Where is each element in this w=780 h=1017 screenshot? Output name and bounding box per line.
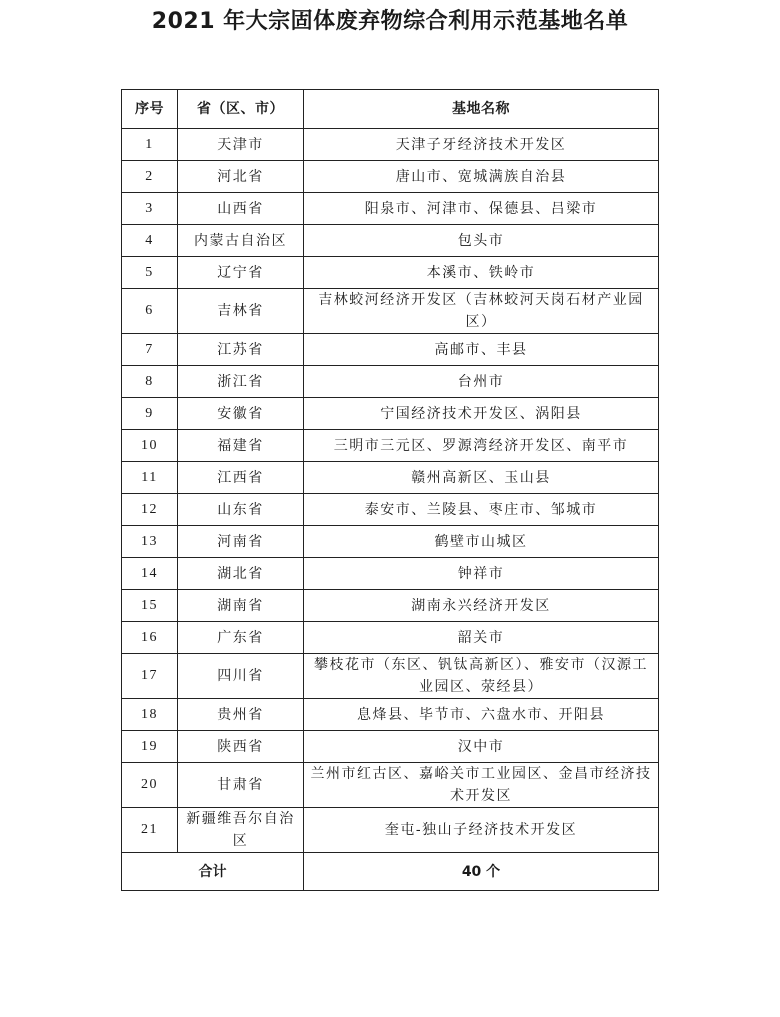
row-base: 唐山市、宽城满族自治县: [304, 161, 659, 193]
table-row: [122, 161, 659, 193]
row-no: 19: [122, 731, 178, 763]
row-no: 3: [122, 193, 178, 225]
row-province: 湖北省: [178, 558, 304, 590]
row-no: 17: [122, 654, 178, 699]
row-no: 6: [122, 289, 178, 334]
row-base: 湖南永兴经济开发区: [304, 590, 659, 622]
row-base: 吉林蛟河经济开发区（吉林蛟河天岗石材产业园区）: [304, 289, 659, 334]
row-province: 江西省: [178, 462, 304, 494]
row-province: 辽宁省: [178, 257, 304, 289]
row-province: 山东省: [178, 494, 304, 526]
row-province: 吉林省: [178, 289, 304, 334]
table-row: [122, 494, 659, 526]
total-value: 40 个: [304, 853, 659, 891]
row-base: 奎屯-独山子经济技术开发区: [304, 808, 659, 853]
table-row: [122, 558, 659, 590]
row-base: 汉中市: [304, 731, 659, 763]
row-province: 内蒙古自治区: [178, 225, 304, 257]
header-no: 序号: [122, 90, 178, 129]
row-no: 5: [122, 257, 178, 289]
table-row: [122, 398, 659, 430]
row-no: 8: [122, 366, 178, 398]
table-row: [122, 366, 659, 398]
row-base: 包头市: [304, 225, 659, 257]
row-no: 14: [122, 558, 178, 590]
row-province: 山西省: [178, 193, 304, 225]
row-base: 本溪市、铁岭市: [304, 257, 659, 289]
table-row: [122, 808, 659, 853]
row-no: 10: [122, 430, 178, 462]
table-row: [122, 462, 659, 494]
row-province: 天津市: [178, 129, 304, 161]
row-base: 台州市: [304, 366, 659, 398]
row-province: 福建省: [178, 430, 304, 462]
table-row: [122, 731, 659, 763]
row-no: 7: [122, 334, 178, 366]
row-no: 1: [122, 129, 178, 161]
row-base: 天津子牙经济技术开发区: [304, 129, 659, 161]
table-row: [122, 225, 659, 257]
table-row: [122, 129, 659, 161]
table-row: [122, 193, 659, 225]
row-base: 鹤壁市山城区: [304, 526, 659, 558]
row-no: 11: [122, 462, 178, 494]
demo-base-table: [121, 89, 659, 891]
table-row: [122, 526, 659, 558]
row-no: 9: [122, 398, 178, 430]
row-base: 韶关市: [304, 622, 659, 654]
row-province: 江苏省: [178, 334, 304, 366]
row-province: 甘肃省: [178, 763, 304, 808]
table-row: [122, 289, 659, 334]
row-base: 阳泉市、河津市、保德县、吕梁市: [304, 193, 659, 225]
row-base: 三明市三元区、罗源湾经济开发区、南平市: [304, 430, 659, 462]
row-province: 河南省: [178, 526, 304, 558]
table-total-row: [122, 853, 659, 891]
page-title: 2021 年大宗固体废弃物综合利用示范基地名单: [151, 9, 629, 34]
row-base: 兰州市红古区、嘉峪关市工业园区、金昌市经济技术开发区: [304, 763, 659, 808]
row-base: 宁国经济技术开发区、涡阳县: [304, 398, 659, 430]
header-base: 基地名称: [304, 90, 659, 129]
row-no: 15: [122, 590, 178, 622]
table-row: [122, 699, 659, 731]
row-province: 新疆维吾尔自治区: [178, 808, 304, 853]
header-province: 省（区、市）: [178, 90, 304, 129]
row-no: 16: [122, 622, 178, 654]
row-base: 钟祥市: [304, 558, 659, 590]
row-no: 13: [122, 526, 178, 558]
row-base: 泰安市、兰陵县、枣庄市、邹城市: [304, 494, 659, 526]
table-row: [122, 430, 659, 462]
table-row: [122, 763, 659, 808]
row-no: 2: [122, 161, 178, 193]
row-no: 18: [122, 699, 178, 731]
row-no: 20: [122, 763, 178, 808]
row-province: 河北省: [178, 161, 304, 193]
table-row: [122, 654, 659, 699]
row-base: 攀枝花市（东区、钒钛高新区）、雅安市（汉源工业园区、荥经县）: [304, 654, 659, 699]
row-province: 湖南省: [178, 590, 304, 622]
row-province: 浙江省: [178, 366, 304, 398]
row-province: 广东省: [178, 622, 304, 654]
table-row: [122, 334, 659, 366]
table-header-row: [122, 90, 659, 129]
row-no: 12: [122, 494, 178, 526]
table-row: [122, 257, 659, 289]
total-label: 合计: [122, 853, 304, 891]
row-no: 21: [122, 808, 178, 853]
row-province: 安徽省: [178, 398, 304, 430]
row-province: 贵州省: [178, 699, 304, 731]
table-row: [122, 622, 659, 654]
row-no: 4: [122, 225, 178, 257]
row-base: 息烽县、毕节市、六盘水市、开阳县: [304, 699, 659, 731]
row-province: 四川省: [178, 654, 304, 699]
row-province: 陕西省: [178, 731, 304, 763]
row-base: 赣州高新区、玉山县: [304, 462, 659, 494]
table-row: [122, 590, 659, 622]
row-base: 高邮市、丰县: [304, 334, 659, 366]
